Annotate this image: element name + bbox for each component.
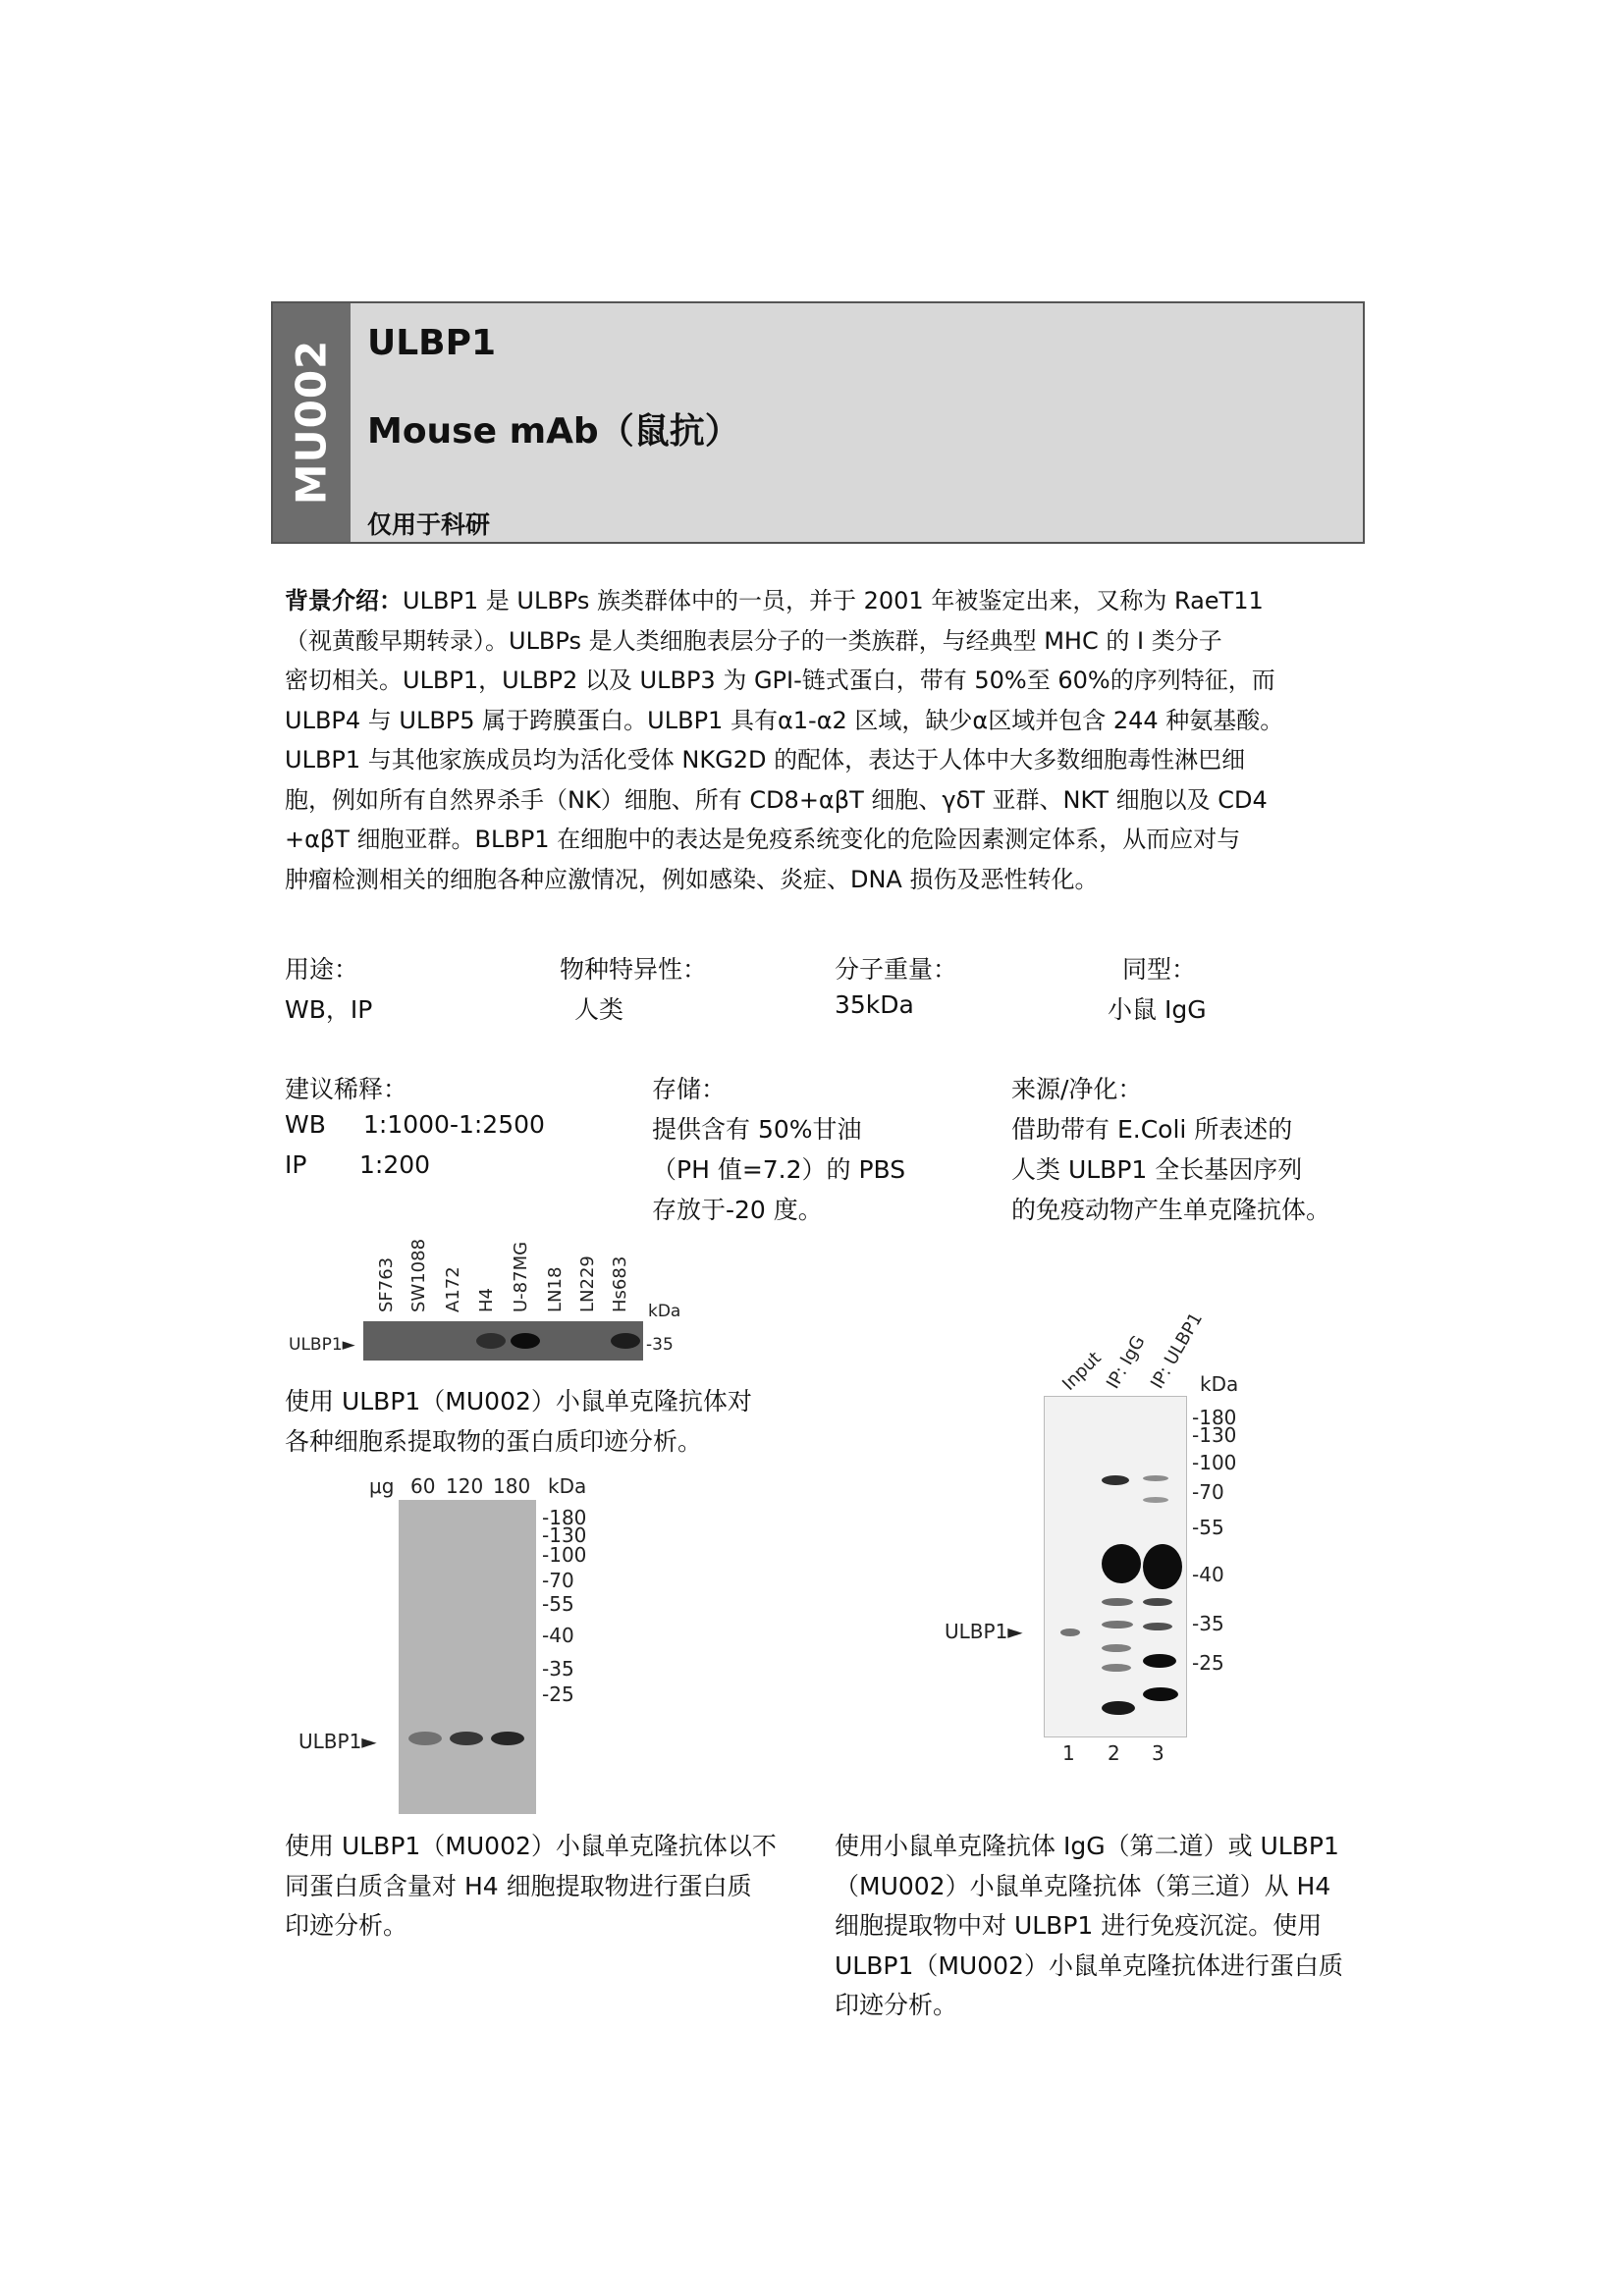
lane-number: 1 (1062, 1741, 1075, 1765)
figure3-band (1102, 1664, 1131, 1672)
figure3-marker-label: -70 (1192, 1480, 1224, 1504)
figure2-blot (399, 1500, 536, 1814)
figure1-band (476, 1333, 506, 1349)
background-line: 胞，例如所有自然界杀手（NK）细胞、所有 CD8+αβT 细胞、γδT 亚群、NKT 细胞以及 CD4 (285, 785, 1268, 814)
lane-number: 3 (1152, 1741, 1164, 1765)
figure2-band (450, 1732, 483, 1745)
figure2-caption: 使用 ULBP1（MU002）小鼠单克隆抗体以不 同蛋白质含量对 H4 细胞提取物进行蛋白质 印迹分析。 (285, 1832, 777, 1940)
target-label: ULBP1► (945, 1620, 1023, 1643)
lane-label: SW1088 (408, 1238, 429, 1312)
kda-label: kDa (1200, 1372, 1239, 1396)
figure1-band (511, 1333, 540, 1349)
amount-label: 120 (446, 1474, 484, 1498)
kda-label: kDa (548, 1474, 587, 1498)
figure3-band (1143, 1654, 1176, 1668)
figure2-marker-label: -180 (542, 1506, 587, 1529)
background-line: 密切相关。ULBP1，ULBP2 以及 ULBP3 为 GPI-链式蛋白，带有 50%至 60%的序列特征，而 (285, 667, 1275, 694)
marker-35: -35 (646, 1335, 674, 1355)
lane-label: LN18 (545, 1266, 566, 1312)
lane-label: Hs683 (610, 1255, 630, 1312)
source-label: 来源/净化： (1011, 1075, 1143, 1103)
source-line: 的免疫动物产生单克隆抗体。 (1011, 1196, 1331, 1224)
dilution-wb-value: 1:1000-1:2500 (363, 1110, 545, 1139)
figure3-band (1143, 1687, 1178, 1701)
figure3-marker-label: -180 (1192, 1406, 1237, 1429)
figure1-caption: 使用 ULBP1（MU002）小鼠单克隆抗体对 各种细胞系提取物的蛋白质印迹分析。 (285, 1387, 752, 1456)
figure3-band (1102, 1701, 1135, 1715)
figure2-marker-label: -55 (542, 1592, 574, 1616)
figure3-band (1143, 1544, 1182, 1589)
storage-line: 存放于-20 度。 (652, 1196, 823, 1224)
usage-label: 用途： (285, 955, 359, 984)
figure2-band (408, 1732, 442, 1745)
background-line: +αβT 细胞亚群。BLBP1 在细胞中的表达是免疫系统变化的危险因素测定体系，从而应对与 (285, 826, 1241, 853)
product-header (271, 301, 1365, 544)
background-line: ULBP1 与其他家族成员均为活化受体 NKG2D 的配体，表达于人体中大多数细胞毒性淋巴细 (285, 746, 1246, 774)
mw-label: 分子重量： (835, 955, 958, 984)
product-code-strip (273, 303, 351, 542)
lane-label: U-87MG (511, 1241, 531, 1312)
lane-label: SF763 (376, 1256, 397, 1312)
lane-label: Input (1058, 1348, 1106, 1395)
background-line: 肿瘤检测相关的细胞各种应激情况，例如感染、炎症、DNA 损伤及恶性转化。 (285, 865, 1099, 893)
figure3-marker-label: -35 (1192, 1612, 1224, 1635)
figure3-band (1102, 1544, 1141, 1583)
amount-label: 60 (410, 1474, 436, 1498)
background-line: ULBP4 与 ULBP5 属于跨膜蛋白。ULBP1 具有α1-α2 区域，缺少α区域并包含 244 种氨基酸。 (285, 706, 1284, 734)
figure3-band (1102, 1475, 1129, 1485)
figure3-band (1102, 1621, 1133, 1629)
lane-label: IP: ULBP1 (1147, 1308, 1208, 1393)
figure3-band (1143, 1497, 1168, 1503)
usage-value: WB，IP (285, 995, 373, 1024)
figure3-ip-blot (943, 1284, 1276, 1765)
lane-label: H4 (476, 1288, 497, 1312)
figure3-marker-label: -100 (1192, 1451, 1237, 1474)
figure2-marker-label: -70 (542, 1569, 574, 1592)
lane-label: A172 (443, 1266, 463, 1312)
mw-value: 35kDa (835, 990, 914, 1019)
target-label: ULBP1► (298, 1730, 377, 1753)
amount-label: 180 (493, 1474, 531, 1498)
figure1-band (611, 1333, 640, 1349)
figure3-marker-label: -25 (1192, 1651, 1224, 1675)
figure3-marker-label: -55 (1192, 1516, 1224, 1539)
figure3-band (1143, 1598, 1172, 1606)
species-label: 物种特异性： (560, 955, 708, 984)
dilution-ip-value: 1:200 (359, 1150, 431, 1179)
background-lead: 背景介绍： (285, 587, 403, 614)
lane-label: IP: IgG (1103, 1332, 1150, 1393)
figure3-blot (1044, 1396, 1187, 1737)
background-section (285, 581, 1355, 899)
figure2-marker-label: -130 (542, 1523, 587, 1547)
background-line: （视黄酸早期转录）。ULBPs 是人类细胞表层分子的一类族群，与经典型 MHC 的 I 类分子 (285, 626, 1222, 655)
research-use-note: 仅用于科研 (367, 510, 491, 539)
figure3-band (1143, 1623, 1172, 1630)
figure2-band (491, 1732, 524, 1745)
figure2-western-blot (285, 1467, 619, 1820)
source-line: 人类 ULBP1 全长基因序列 (1011, 1155, 1303, 1184)
amount-unit-label: μg (369, 1474, 395, 1498)
figure2-marker-label: -35 (542, 1657, 574, 1681)
storage-label: 存储： (652, 1075, 727, 1103)
dilution-ip-label: IP (285, 1150, 307, 1179)
isotype-value: 小鼠 IgG (1108, 995, 1207, 1024)
target-label: ULBP1► (289, 1335, 355, 1355)
figure3-marker-label: -40 (1192, 1563, 1224, 1586)
species-value: 人类 (574, 995, 624, 1024)
product-type: Mouse mAb（鼠抗） (367, 411, 740, 452)
source-line: 借助带有 E.Coli 所表述的 (1011, 1115, 1293, 1144)
lane-label: LN229 (577, 1255, 598, 1312)
lane-number: 2 (1108, 1741, 1120, 1765)
figure2-marker-label: -100 (542, 1543, 587, 1567)
dilution-label: 建议稀释： (285, 1075, 408, 1103)
figure1-western-blot (265, 1239, 697, 1386)
figure3-band (1143, 1475, 1168, 1481)
kda-label: kDa (648, 1302, 681, 1321)
isotype-label: 同型： (1122, 955, 1197, 984)
figure3-marker-label: -130 (1192, 1423, 1237, 1447)
figure3-band (1060, 1629, 1080, 1636)
storage-line: （PH 值=7.2）的 PBS (652, 1155, 906, 1184)
figure3-caption: 使用小鼠单克隆抗体 IgG（第二道）或 ULBP1 （MU002）小鼠单克隆抗体（第三道）从 H4 细胞提取物中对 ULBP1 进行免疫沉淀。使用 ULBP1（MU002）小鼠单克隆抗体进行蛋白质 印迹分析。 (835, 1832, 1343, 2019)
figure3-band (1102, 1598, 1133, 1606)
figure3-band (1102, 1644, 1131, 1652)
figure2-marker-label: -25 (542, 1682, 574, 1706)
figure2-marker-label: -40 (542, 1624, 574, 1647)
dilution-wb-label: WB (285, 1110, 326, 1139)
background-line: 背景介绍：ULBP1 是 ULBPs 族类群体中的一员，并于 2001 年被鉴定出来，又称为 RaeT11 (285, 587, 1264, 614)
storage-line: 提供含有 50%甘油 (652, 1115, 862, 1144)
figure1-blot-strip (363, 1321, 643, 1361)
product-code: MU002 (287, 339, 336, 506)
product-name: ULBP1 (367, 323, 497, 363)
